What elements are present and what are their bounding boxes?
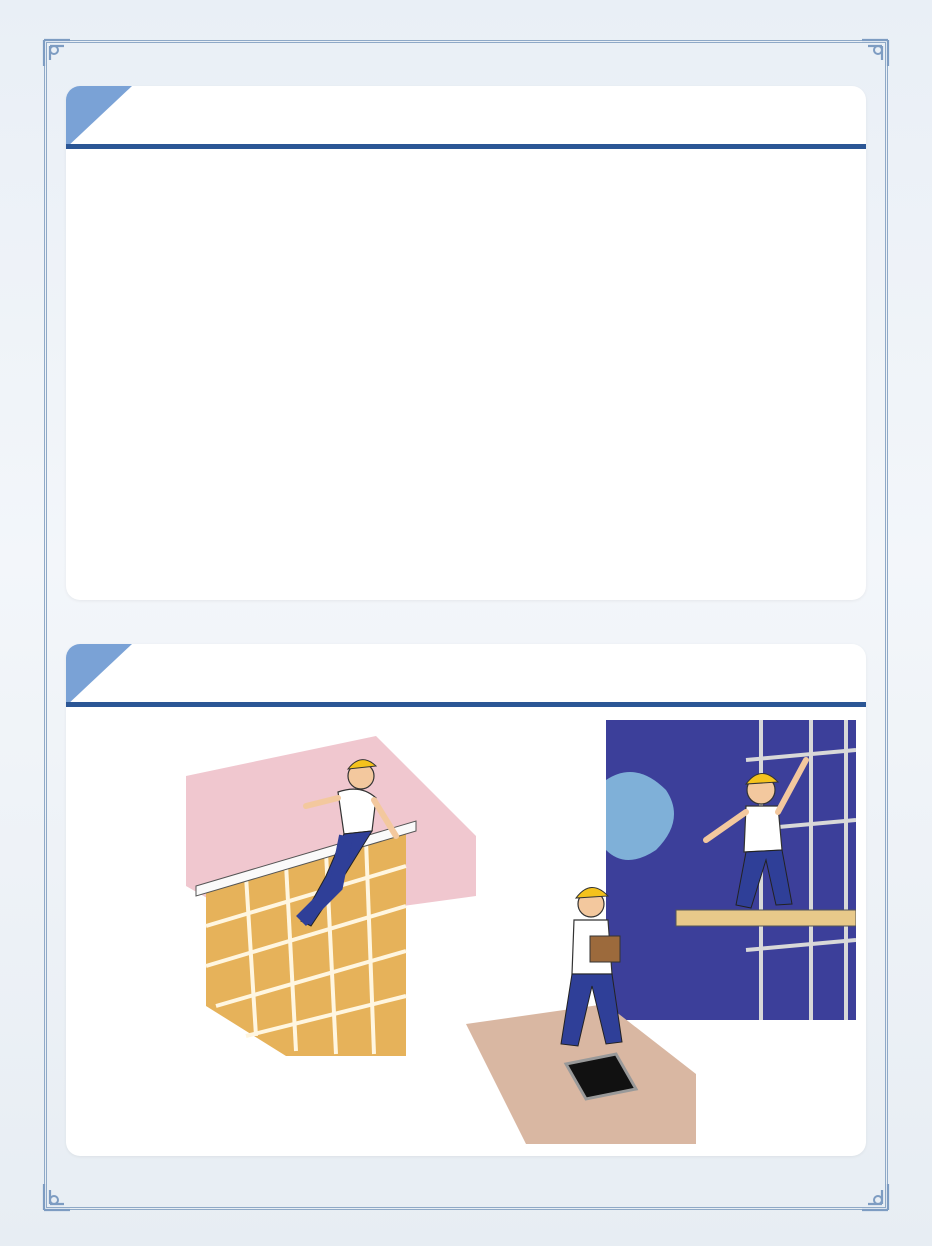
corner-ornament-icon bbox=[846, 36, 892, 82]
header-triangle bbox=[66, 86, 132, 148]
falling-worker-illustration bbox=[176, 736, 476, 1056]
permit-form-image bbox=[521, 162, 813, 586]
header-underline bbox=[66, 144, 866, 149]
walking-worker-illustration bbox=[466, 874, 696, 1144]
corner-ornament-icon bbox=[40, 36, 86, 82]
header-triangle bbox=[66, 644, 132, 706]
requirements-panel bbox=[66, 644, 866, 1156]
permit-panel bbox=[66, 86, 866, 600]
corner-ornament-icon bbox=[40, 1168, 86, 1214]
header-underline bbox=[66, 702, 866, 707]
corner-ornament-icon bbox=[846, 1168, 892, 1214]
